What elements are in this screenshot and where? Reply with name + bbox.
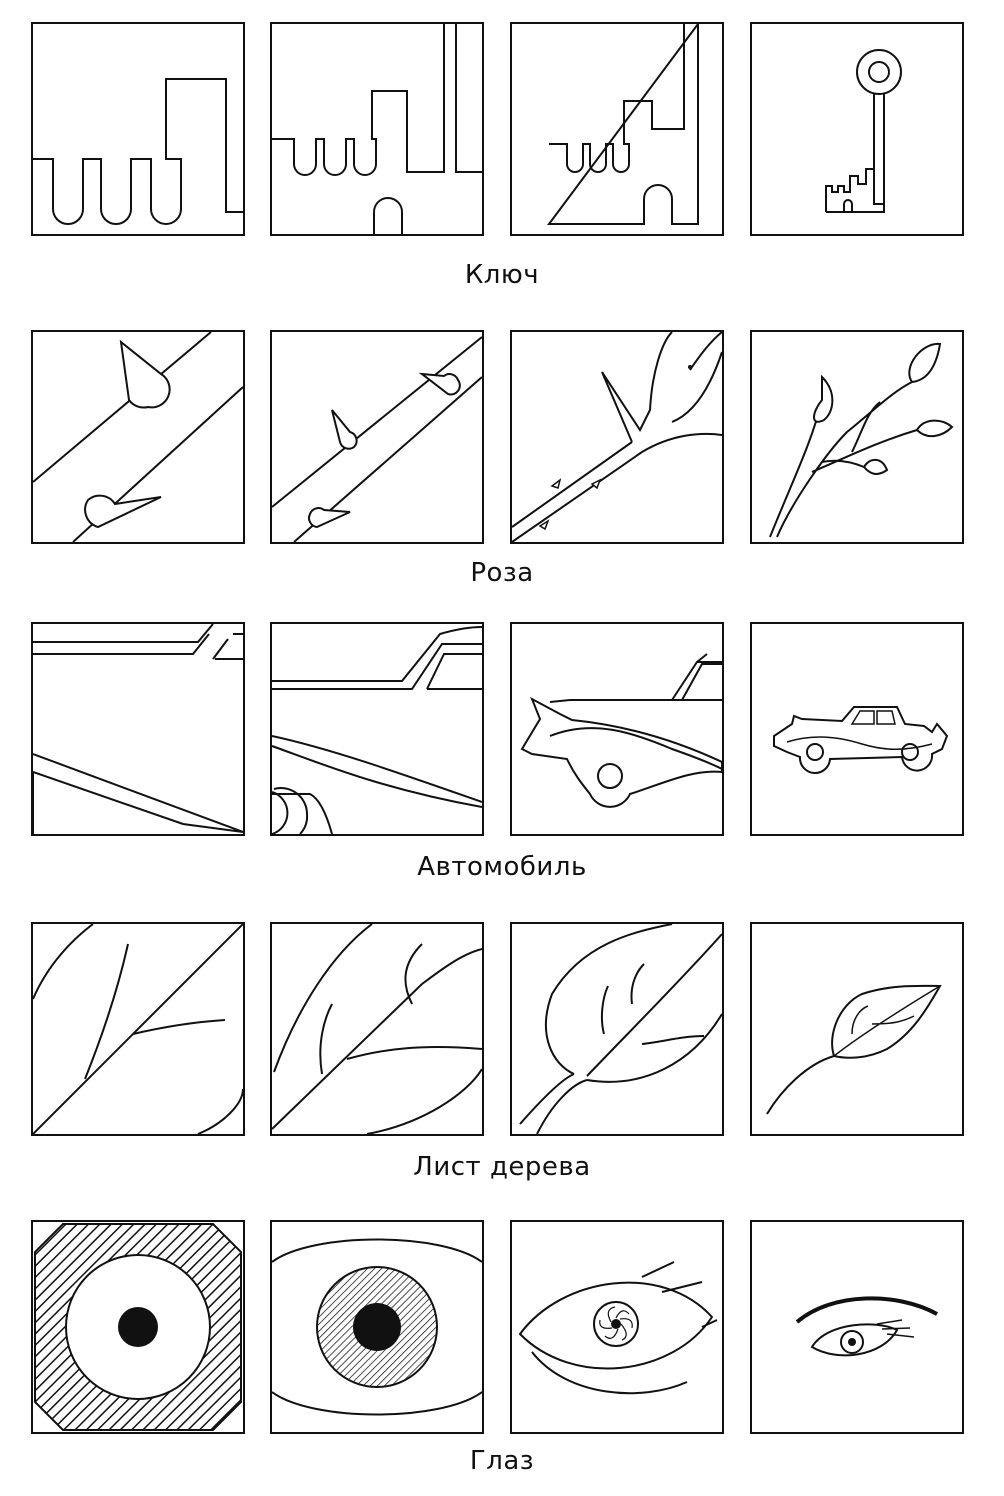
key-fragment-4-drawing bbox=[752, 24, 962, 234]
key-fragment-2-drawing bbox=[272, 24, 482, 234]
key-fragment-1-drawing bbox=[33, 24, 243, 234]
car-fragment-2-drawing bbox=[272, 624, 482, 834]
eye-panel-1 bbox=[31, 1220, 245, 1434]
caption-key: Ключ bbox=[464, 260, 540, 290]
leaf-fragment-2-drawing bbox=[272, 924, 482, 1134]
eye-panel-3 bbox=[510, 1220, 724, 1434]
eye-panel-4 bbox=[750, 1220, 964, 1434]
rose-fragment-2-drawing bbox=[272, 332, 482, 542]
rose-panel-2 bbox=[270, 330, 484, 544]
key-fragment-3-drawing bbox=[512, 24, 722, 234]
leaf-panel-1 bbox=[31, 922, 245, 1136]
key-panel-3 bbox=[510, 22, 724, 236]
rose-fragment-4-drawing bbox=[752, 332, 962, 542]
eye-fragment-2-drawing bbox=[272, 1222, 482, 1432]
leaf-fragment-4-drawing bbox=[752, 924, 962, 1134]
car-fragment-3-drawing bbox=[512, 624, 722, 834]
leaf-panel-2 bbox=[270, 922, 484, 1136]
caption-leaf: Лист дерева bbox=[413, 1152, 591, 1182]
rose-panel-4 bbox=[750, 330, 964, 544]
car-panel-4 bbox=[750, 622, 964, 836]
caption-rose: Роза bbox=[470, 558, 534, 588]
eye-panel-2 bbox=[270, 1220, 484, 1434]
car-fragment-4-drawing bbox=[752, 624, 962, 834]
eye-fragment-4-drawing bbox=[752, 1222, 962, 1432]
rose-panel-1 bbox=[31, 330, 245, 544]
key-panel-2 bbox=[270, 22, 484, 236]
car-panel-2 bbox=[270, 622, 484, 836]
rose-fragment-3-drawing bbox=[512, 332, 722, 542]
key-panel-4 bbox=[750, 22, 964, 236]
caption-eye: Глаз bbox=[469, 1446, 535, 1476]
car-fragment-1-drawing bbox=[33, 624, 243, 834]
caption-car: Автомобиль bbox=[417, 852, 587, 882]
rose-panel-3 bbox=[510, 330, 724, 544]
leaf-fragment-1-drawing bbox=[33, 924, 243, 1134]
leaf-fragment-3-drawing bbox=[512, 924, 722, 1134]
leaf-panel-4 bbox=[750, 922, 964, 1136]
eye-fragment-3-drawing bbox=[512, 1222, 722, 1432]
leaf-panel-3 bbox=[510, 922, 724, 1136]
key-panel-1 bbox=[31, 22, 245, 236]
car-panel-1 bbox=[31, 622, 245, 836]
rose-fragment-1-drawing bbox=[33, 332, 243, 542]
eye-fragment-1-drawing bbox=[33, 1222, 243, 1432]
car-panel-3 bbox=[510, 622, 724, 836]
